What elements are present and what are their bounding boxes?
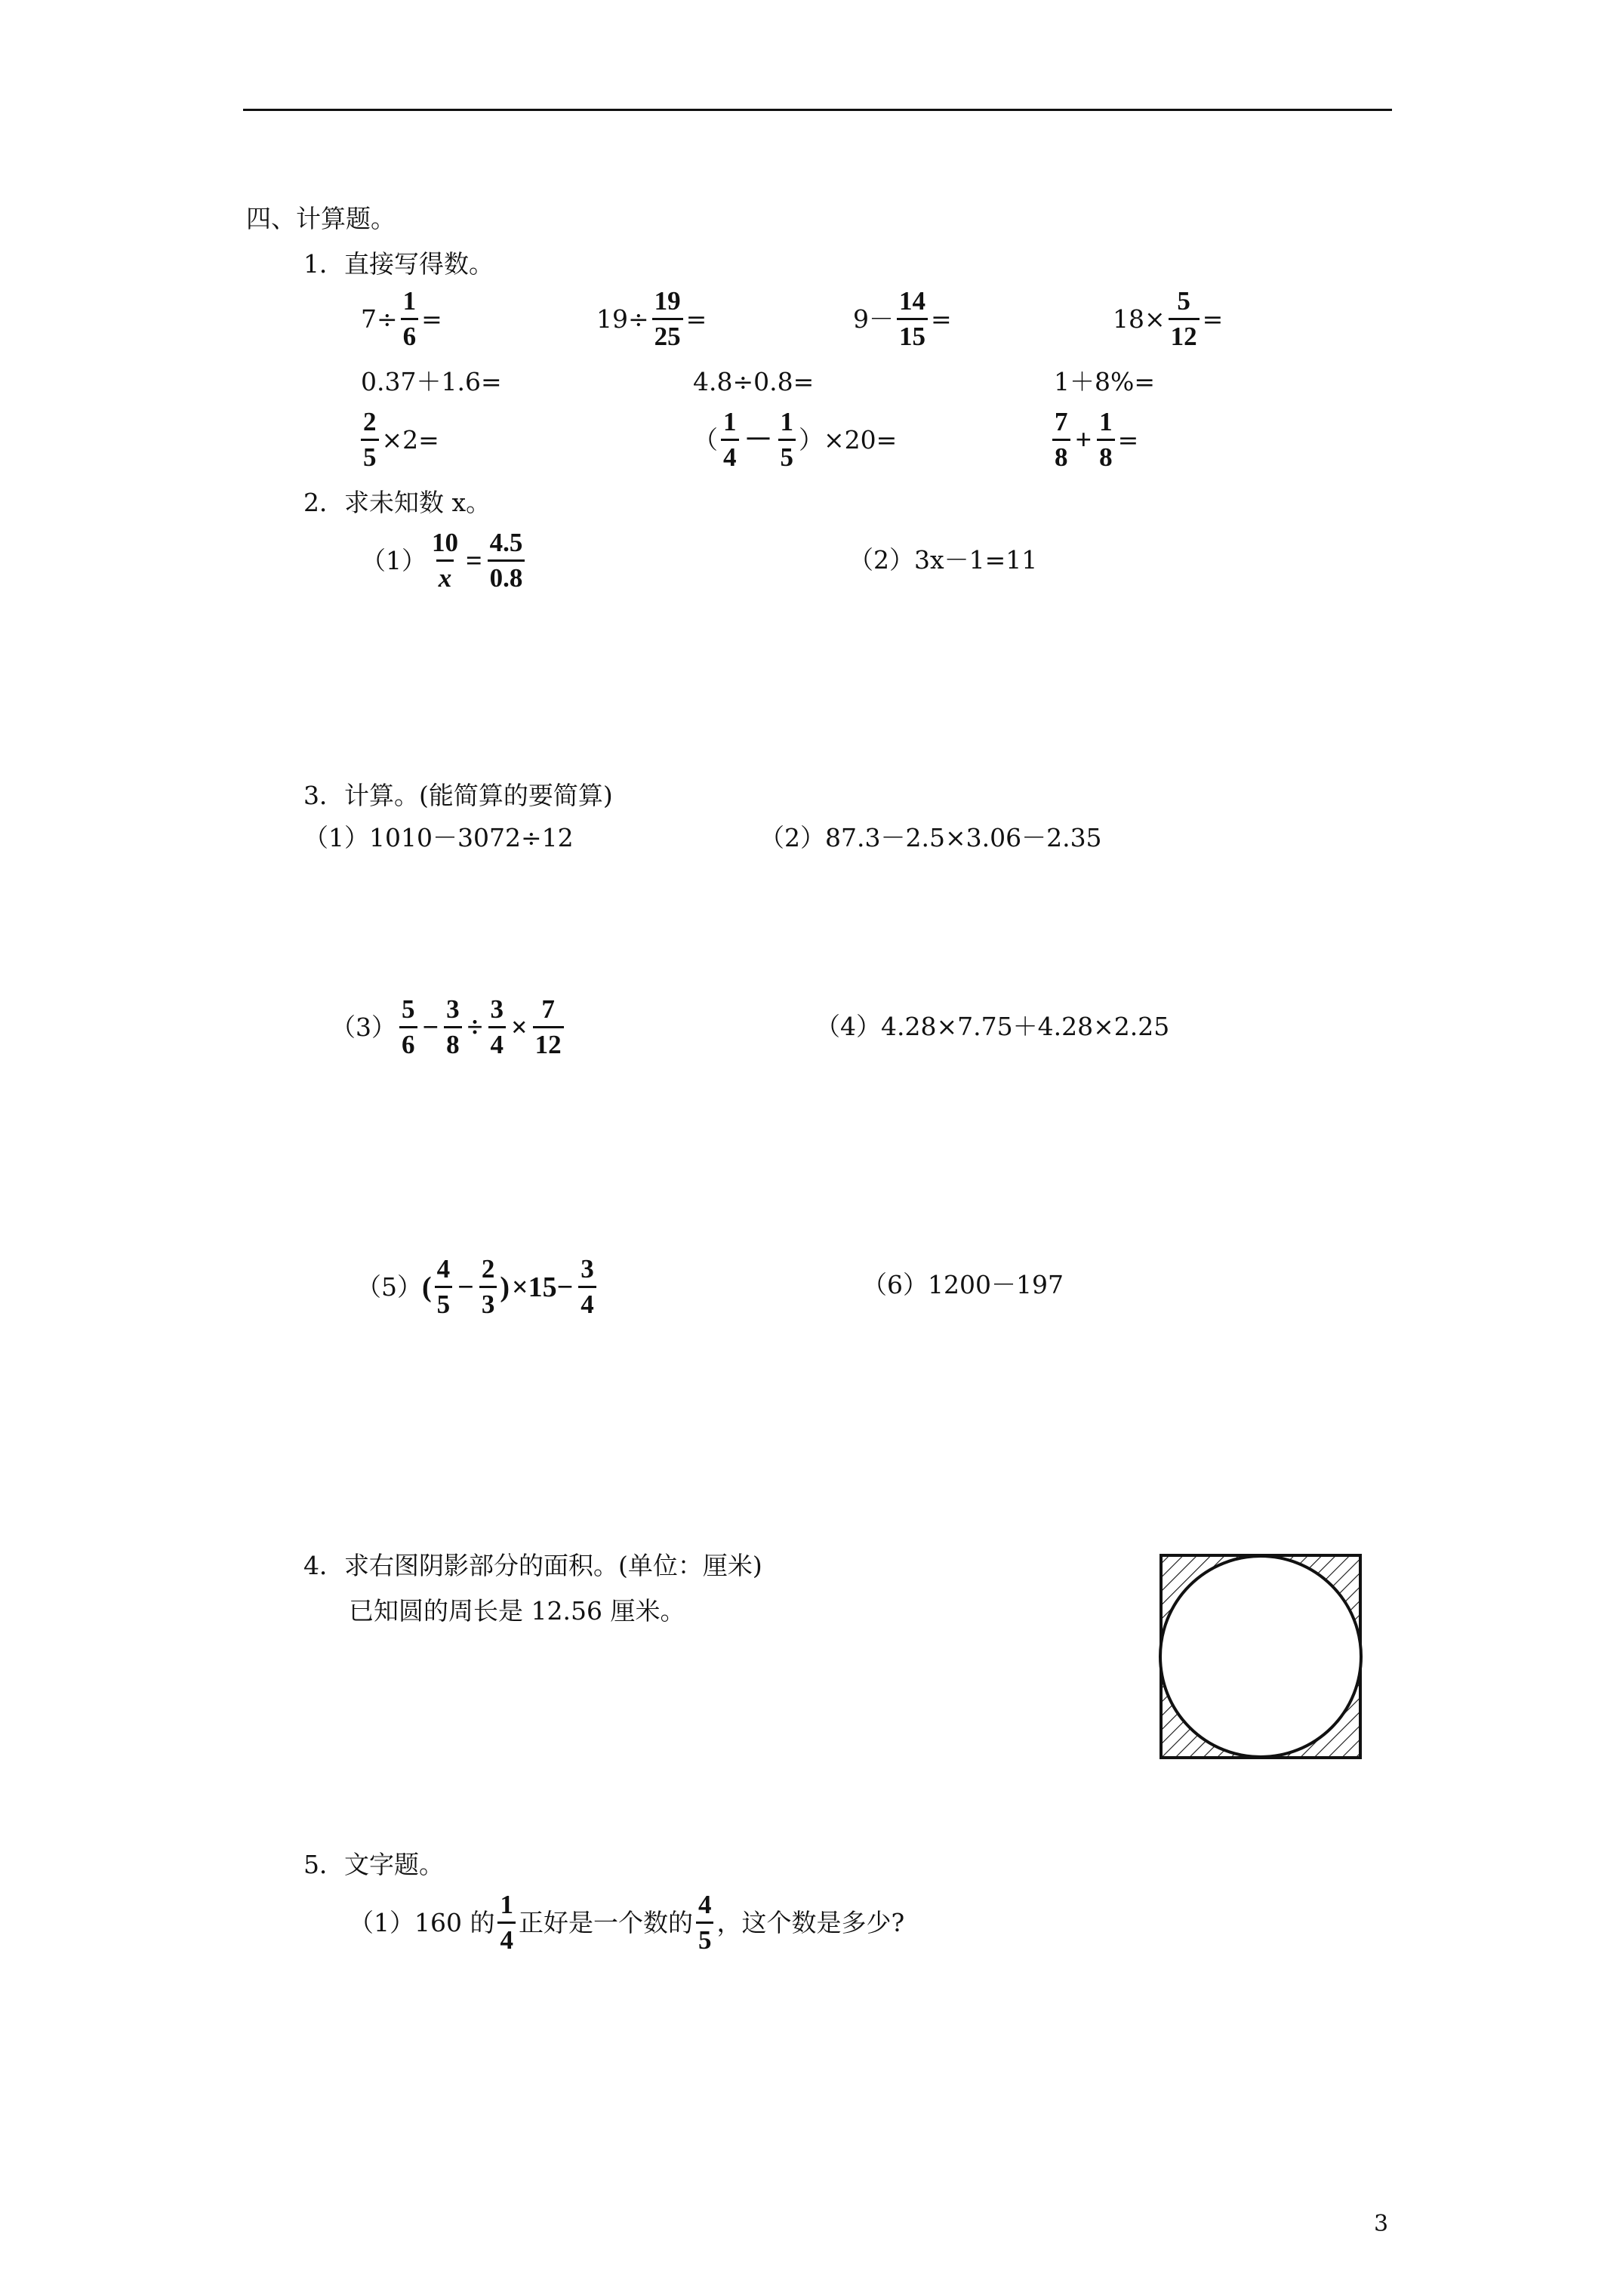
q1-item-6: 4.8÷0.8=	[693, 367, 815, 396]
q1-item-2: 19÷ $\frac{19}{25}$ =	[596, 286, 707, 351]
shaded-square-circle-figure	[1158, 1552, 1363, 1761]
q3-part-1: （1）1010－3072÷12	[303, 823, 574, 852]
q1-item-4: 18× $\frac{5}{12}$ =	[1113, 286, 1224, 351]
q3-part-2: （2）87.3－2.5×3.06－2.35	[759, 823, 1102, 852]
q1-item-5: 0.37＋1.6=	[361, 367, 502, 396]
q2-part-2: （2）3x－1=11	[848, 545, 1038, 575]
q5-label: 5．文字题。	[303, 1850, 444, 1879]
q4-given: 已知圆的周长是 12.56 厘米。	[349, 1596, 685, 1626]
q1-label: 1．直接写得数。	[303, 249, 494, 279]
section-title: 四、计算题。	[246, 204, 396, 233]
q3-part-6: （6）1200－197	[862, 1270, 1064, 1299]
q1-item-10: $\frac{7}{8}$ + $\frac{1}{8}$ =	[1049, 408, 1138, 472]
header-rule	[243, 109, 1392, 111]
figure-circle	[1160, 1556, 1361, 1757]
q3-part-3: （3） $\frac{5}{6}$ − $\frac{3}{8}$ ÷ $\frac{3}{4}$ × $\frac{7}{12}$	[331, 995, 567, 1059]
q1-item-7: 1＋8%=	[1054, 367, 1155, 396]
q1-item-1: 7÷ $\frac{1}{6}$ =	[361, 286, 442, 351]
page-number: 3	[1374, 2211, 1389, 2237]
q3-label: 3．计算。(能简算的要简算)	[303, 781, 613, 810]
q2-label: 2．求未知数 x。	[303, 488, 491, 517]
q1-item-8: $\frac{2}{5}$ ×2=	[361, 408, 439, 472]
q2-part-1: （1） $\frac{10}{x}$ = $\frac{4.5}{0.8}$	[361, 529, 528, 593]
q4-label: 4．求右图阴影部分的面积。(单位：厘米)	[303, 1551, 762, 1580]
q1-item-9: （ $\frac{1}{4}$ － $\frac{1}{5}$ ）×20=	[693, 407, 898, 472]
q1-item-3: 9－ $\frac{14}{15}$ =	[853, 286, 952, 351]
q5-part-1: （1）160 的 $\frac{1}{4}$ 正好是一个数的 $\frac{4}{5}$ ，这个数是多少?	[349, 1890, 905, 1955]
q3-part-5: （5） ( $\frac{4}{5}$ − $\frac{2}{3}$ ) ×15− $\frac{3}{4}$	[356, 1255, 599, 1319]
q3-part-4: （4）4.28×7.75＋4.28×2.25	[815, 1012, 1170, 1041]
